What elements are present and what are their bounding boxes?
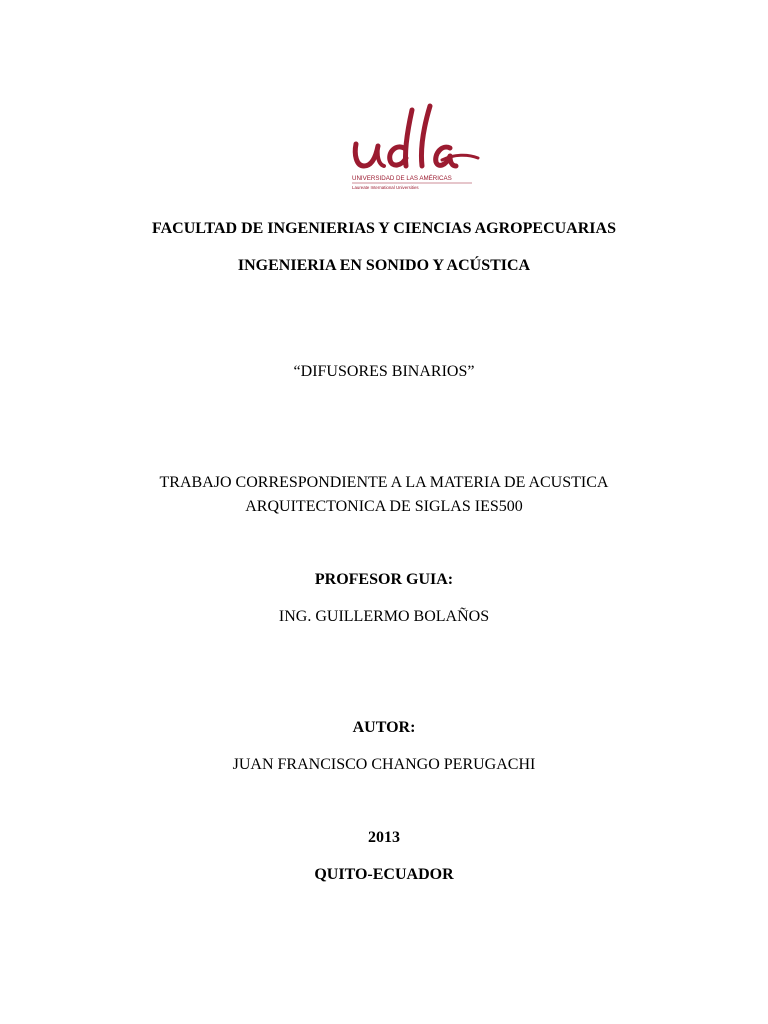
location: QUITO-ECUADOR (314, 866, 454, 883)
advisor-label: PROFESOR GUIA: (314, 571, 454, 588)
description-line-2: ARQUITECTONICA DE SIGLAS IES500 (245, 498, 523, 515)
faculty-name: FACULTAD DE INGENIERIAS Y CIENCIAS AGROPECUARIAS (152, 220, 616, 237)
author-name: JUAN FRANCISCO CHANGO PERUGACHI (232, 756, 536, 773)
udla-logo-tagline: Laureate International Universities (352, 185, 419, 190)
advisor-name: ING. GUILLERMO BOLAÑOS (278, 608, 490, 625)
program-name: INGENIERIA EN SONIDO Y ACÚSTICA (237, 257, 531, 274)
year: 2013 (368, 829, 400, 846)
udla-logo (346, 100, 486, 192)
author-label: AUTOR: (352, 719, 416, 736)
thesis-title: “DIFUSORES BINARIOS” (293, 363, 475, 380)
udla-logo-university-name: UNIVERSIDAD DE LAS AMÉRICAS (352, 175, 452, 182)
description-line-1: TRABAJO CORRESPONDIENTE A LA MATERIA DE ACUSTICA (159, 474, 609, 491)
